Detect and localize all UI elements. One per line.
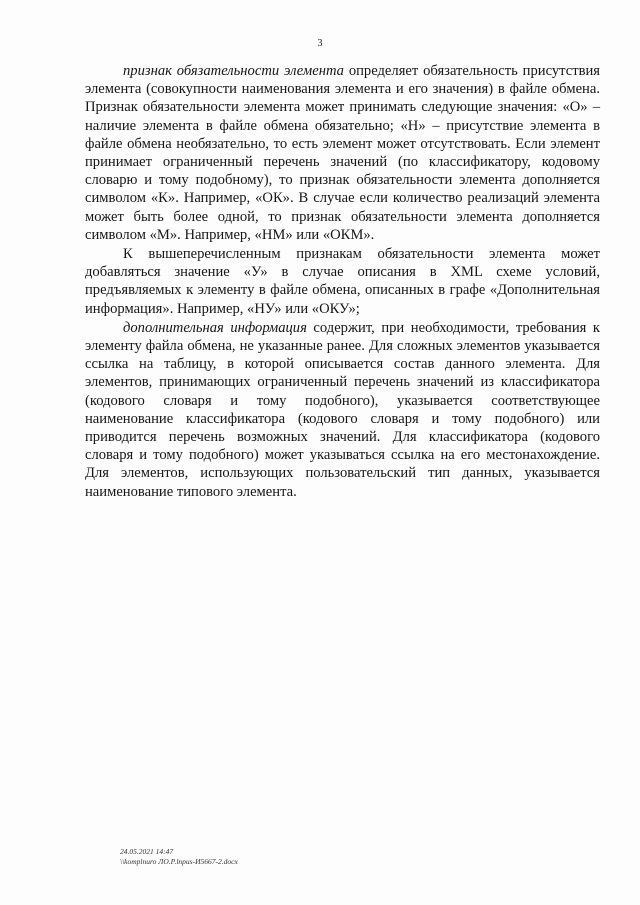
page-number: 3 (317, 38, 323, 49)
document-footer (120, 847, 238, 867)
term-mandatory-flag: признак обязательности элемента (123, 63, 344, 79)
paragraph-text: определяет обязательность присутствия элемента (совокупности наименования элемента и его значения) в файле обмена. Признак обязательности элемента может принимать следующие значения: «О» – наличие элемента в файле обмена обязательно; «Н» – присутствие элемента в файле обмена необязательно, то есть элемент может отсутствовать. Если элемент принимает ограниченный перечень значений (по классификатору, кодовому словарю и тому подобному), то признак обязательности элемента дополняется символом «К». Например, «ОК». В случае если количество реализаций элемента может быть более одной, то признак обязательности элемента дополняется символом «М». Например, «НМ» или «ОКМ». (85, 63, 600, 243)
document-body (85, 62, 600, 501)
paragraph-mandatory-flag (85, 62, 600, 244)
paragraph-text: К вышеперечисленным признакам обязательности элемента может добавляться значение «У» в случае описания в XML схеме условий, предъявляемых к элементу в файле обмена, описанных в графе «Дополнительная информация». Например, «НУ» или «ОКУ»; (85, 246, 600, 317)
footer-file-path: \\komplnuro ЛО.Р.lnpus-И5667-2.docx (120, 857, 238, 866)
footer-timestamp: 24.05.2021 14:47 (120, 847, 174, 856)
paragraph-additional-values (85, 245, 600, 318)
paragraph-text: содержит, при необходимости, требования к элементу файла обмена, не указанные ранее. Для сложных элементов указывается ссылка на таблицу, в которой описывается состав данного элемента. Для элементов, принимающих ограниченный перечень значений из классификатора (кодового словаря и тому подобного), указывается соответствующее наименование классификатора (кодового словаря и тому подобного) или приводится перечень возможных значений. Для классификатора (кодового словаря и тому подобного) может указываться ссылка на его местонахождение. Для элементов, использующих пользовательский тип данных, указывается наименование типового элемента. (85, 319, 601, 500)
term-additional-info: дополнительная информация (123, 319, 307, 336)
paragraph-additional-info (85, 319, 600, 501)
